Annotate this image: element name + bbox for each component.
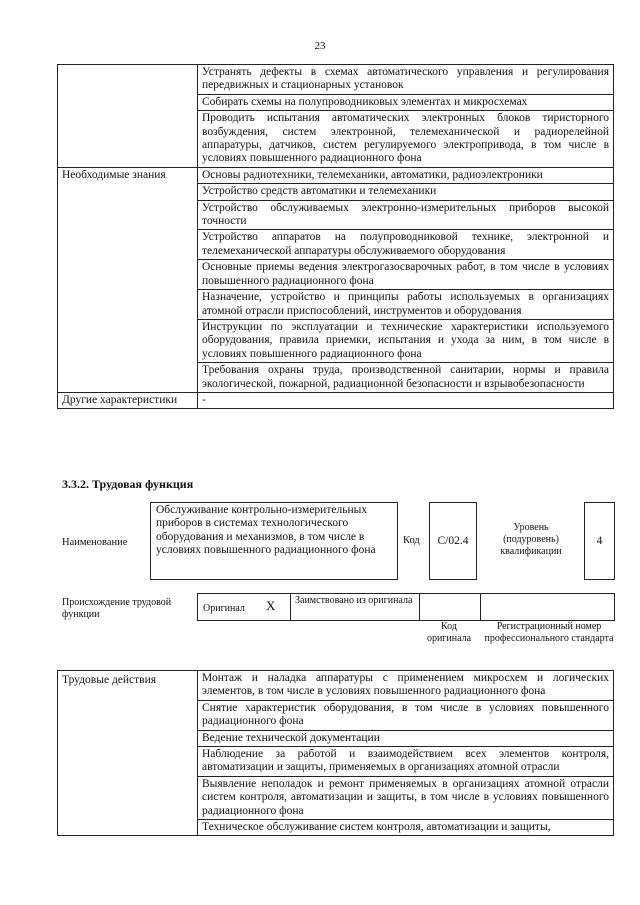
original-label: Оригинал (203, 603, 245, 614)
knowledge-item: Инструкции по эксплуатации и технические характеристики используемого оборудования, правила приемки, испытания и ухода за ним, в том числе в условиях повышенного радиационного фона (198, 319, 614, 362)
level-label: Уровень (подуровень) квалификации (500, 522, 562, 557)
origin-label: Происхождение трудовой функции (62, 597, 172, 620)
level-box (584, 502, 615, 580)
action-item: Наблюдение за работой и взаимодействием всех элементов контроля, автоматизации и защиты, применяемых в организациях атомной отрасли (198, 747, 614, 777)
code-value: C/02.4 (437, 535, 469, 547)
origin-boxes (197, 593, 615, 621)
knowledge-item: Требования охраны труда, производственной санитарии, нормы и правила экологической, пожарной, радиационной безопасности и взрывобезопасности (198, 363, 614, 393)
skill-item: Проводить испытания автоматических электронных блоков тиристорного возбуждения, систем электронной, телемеханической и радиорелейной аппаратуры, датчиков, систем регулируемого электропривода, в том числе в условиях повышенного радиационного фона (198, 111, 614, 168)
original-mark: X (266, 598, 276, 613)
labor-actions-table (57, 670, 614, 836)
action-item: Монтаж и наладка аппаратуры с применением микросхем и логических элементов, в том числе в условиях повышенного радиационного фона (198, 671, 614, 701)
row-label-other: Другие характеристики (58, 392, 198, 408)
knowledge-item: Устройство средств автоматики и телемеханики (198, 184, 614, 200)
borrowed-label: Заимствовано из оригинала (295, 595, 413, 606)
action-item: Техническое обслуживание систем контроля, автоматизации и защиты, (198, 820, 614, 836)
table-row (58, 65, 614, 95)
action-item: Выявление неполадок и ремонт применяемых в организациях атомной отрасли систем контроля, автоматизации и защиты, в том числе в условиях повышенного радиационного фона (198, 776, 614, 819)
code-caption: Код оригинала (426, 621, 472, 644)
section-heading: 3.3.2. Трудовая функция (62, 477, 194, 491)
knowledge-item: Назначение, устройство и принципы работы используемых в организациях атомной отрасли приспособлений, инструментов и оборудования (198, 290, 614, 320)
knowledge-item: Устройство аппаратов на полупроводниковой технике, электронной и телемеханической аппаратуры обслуживаемого оборудования (198, 230, 614, 260)
knowledge-item: Основы радиотехники, телемеханики, автоматики, радиоэлектроники (198, 167, 614, 183)
function-name-box (150, 502, 398, 580)
skills-knowledge-table (57, 64, 614, 409)
function-name: Обслуживание контрольно-измерительных приборов в системах технологического оборудования и механизмов, в том числе в условиях повышенного радиационного фона (156, 504, 376, 557)
row-label-actions: Трудовые действия (58, 671, 198, 836)
page-number: 23 (314, 40, 326, 52)
action-item: Снятие характеристик оборудования, в том числе в условиях повышенного радиационного фона (198, 700, 614, 730)
skill-item: Устранять дефекты в схемах автоматического управления и регулирования передвижных и стационарных установок (198, 65, 614, 95)
row-label (58, 65, 198, 168)
table-row (58, 167, 614, 183)
name-label: Наименование (62, 537, 128, 548)
action-item: Ведение технической документации (198, 730, 614, 746)
row-label-knowledge: Необходимые знания (58, 167, 198, 392)
table-row (58, 671, 614, 701)
code-label: Код (403, 535, 420, 546)
skill-item: Собирать схемы на полупроводниковых элементах и микросхемах (198, 94, 614, 110)
knowledge-item: Устройство обслуживаемых электронно-измерительных приборов высокой точности (198, 200, 614, 230)
table-row (58, 392, 614, 408)
code-box (429, 502, 477, 580)
level-value: 4 (596, 535, 603, 547)
reg-caption: Регистрационный номер профессионального стандарта (484, 621, 614, 644)
knowledge-item: Основные приемы ведения электрогазосварочных работ, в том числе в условиях повышенного радиационного фона (198, 260, 614, 290)
other-item: - (198, 392, 614, 408)
